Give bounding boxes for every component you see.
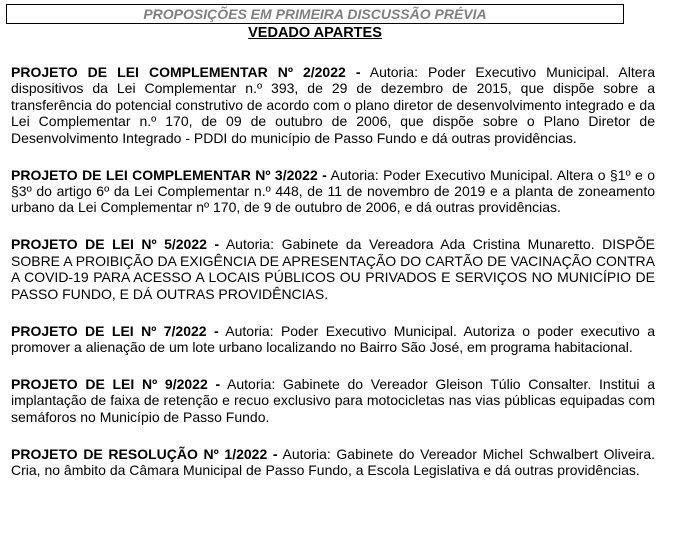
proposition-item — [11, 446, 655, 479]
proposition-item — [11, 376, 655, 425]
proposition-title: PROJETO DE LEI Nº 5/2022 - — [11, 236, 220, 253]
proposition-item — [11, 167, 655, 216]
proposition-title: PROJETO DE LEI COMPLEMENTAR Nº 2/2022 - — [11, 64, 361, 80]
proposition-text: Autoria: Poder Executivo Municipal. Altera dispositivos da Lei Complementar n.º 393, de 29 de dezembro de 2015, que dispõe sobre a transferência do potencial construtivo de acordo com o plano diretor de desenvolvimento integrado e da Lei Complementar n.º 170, de 09 de outubro de 2006, que dispõe sobre o Plano Diretor de Desenvolvimento Integrado - PDDI do município de Passo Fundo e dá outras providências. — [11, 64, 655, 146]
proposition-title: PROJETO DE LEI Nº 9/2022 - — [11, 376, 221, 393]
proposition-text: Autoria: Poder Executivo Municipal. Autoriza o poder executivo a promover a alienação de um lote urbano localizando no Bairro São José, em programa habitacional. — [11, 322, 655, 356]
proposition-text: Autoria: Poder Executivo Municipal. Altera o §1º e o §3º do artigo 6º da Lei Complementar n.º 448, de 11 de novembro de 2019 e a planta de zoneamento urbano da Lei Complementar nº 170, de 9 de outubro de 2006, e dá outras providências. — [11, 166, 656, 216]
proposition-item — [11, 236, 655, 302]
proposition-text: Autoria: Gabinete do Vereador Michel Schwalbert Oliveira. Cria, no âmbito da Câmara Municipal de Passo Fundo, a Escola Legislativa e dá outras providências. — [11, 445, 656, 479]
proposition-text: Autoria: Gabinete do Vereador Gleison Túlio Consalter. Institui a implantação de faixa de retenção e recuo exclusivo para motocicletas nas vias públicas equipadas com semáforos no Município de Passo Fundo. — [11, 376, 655, 425]
proposition-title: PROJETO DE LEI COMPLEMENTAR Nº 3/2022 - — [11, 166, 327, 183]
proposition-text: Autoria: Gabinete da Vereadora Ada Cristina Munaretto. DISPÕE SOBRE A PROIBIÇÃO DA EXIGÊNCIA DE APRESENTAÇÃO DO CARTÃO DE VACINAÇÃO CONTRA A COVID-19 PARA ACESSO A LOCAIS PÚBLICOS OU PRIVADOS E SERVIÇOS NO MUNICÍPIO DE PASSO FUNDO, E DÁ OUTRAS PROVIDÊNCIAS. — [11, 236, 655, 302]
proposition-title: PROJETO DE LEI Nº 7/2022 - — [11, 322, 219, 339]
proposition-item — [11, 64, 655, 146]
proposition-item — [11, 323, 655, 356]
propositions-list — [11, 64, 655, 499]
section-header — [6, 4, 624, 24]
section-title: PROPOSIÇÕES EM PRIMEIRA DISCUSSÃO PRÉVIA — [143, 6, 487, 22]
proposition-title: PROJETO DE RESOLUÇÃO Nº 1/2022 - — [11, 445, 278, 462]
section-subtitle: VEDADO APARTES — [248, 25, 382, 41]
